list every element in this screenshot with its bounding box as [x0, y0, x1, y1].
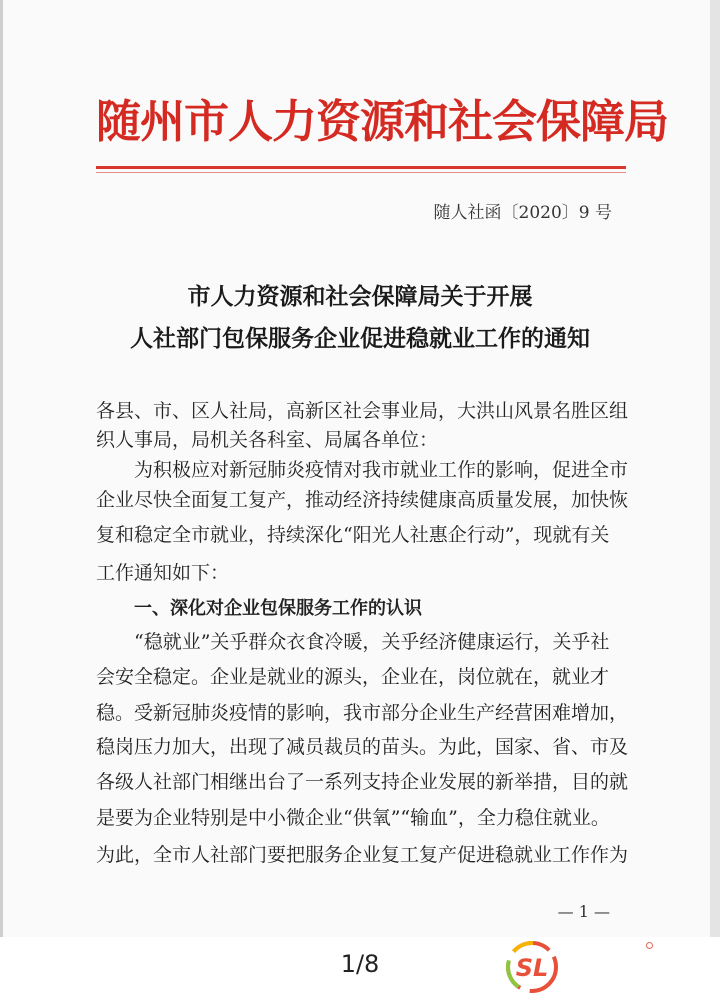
document-number: 随人社函〔2020〕9 号 — [433, 203, 612, 223]
body-line: 织人事局，局机关各科室、局属各单位： — [96, 429, 439, 451]
body-line: 会安全稳定。企业是就业的源头，企业在，岗位就在，就业才 — [96, 666, 610, 688]
body-line: 工作通知如下： — [96, 562, 230, 584]
header-red-rule-thin — [96, 172, 626, 173]
section-heading: 一、深化对企业包保服务工作的认识 — [134, 598, 422, 619]
page-indicator: 1/8 — [340, 950, 380, 978]
indicator-dot-icon — [646, 942, 653, 949]
body-line: 为此，全市人社部门要把服务企业复工复产促进稳就业工作作为 — [96, 844, 629, 866]
body-line: 稳岗压力加大，出现了减员裁员的苗头。为此，国家、省、市及 — [96, 736, 629, 758]
page-edge-right — [710, 0, 720, 937]
body-line: 是要为企业特别是中小微企业“供氧”“输血”，全力稳住就业。 — [96, 807, 610, 829]
body-line: 复和稳定全市就业，持续深化“阳光人社惠企行动”，现就有关 — [96, 524, 610, 546]
title-line-2: 人社部门包保服务企业促进稳就业工作的通知 — [130, 325, 590, 352]
body-line: 为积极应对新冠肺炎疫情对我市就业工作的影响，促进全市 — [134, 459, 629, 481]
body-line: 各县、市、区人社局，高新区社会事业局，大洪山风景名胜区组 — [96, 400, 629, 422]
body-line: 企业尽快全面复工复产，推动经济持续健康高质量发展，加快恢 — [96, 489, 629, 511]
page-edge-left — [0, 0, 3, 937]
body-line: 稳。受新冠肺炎疫情的影响，我市部分企业生产经营困难增加， — [96, 702, 629, 724]
page-number-mark: — 1 — — [557, 902, 610, 921]
sl-logo-icon[interactable] — [505, 940, 559, 994]
body-line: 各级人社部门相继出台了一系列支持企业发展的新举措，目的就 — [96, 771, 629, 793]
svg-text:SL: SL — [515, 954, 549, 982]
body-line: “稳就业”关乎群众衣食冷暖，关乎经济健康运行，关乎社 — [134, 631, 610, 653]
title-line-1: 市人力资源和社会保障局关于开展 — [187, 283, 533, 310]
header-red-rule — [96, 166, 626, 169]
organization-header: 随州市人力资源和社会保障局 — [96, 95, 669, 148]
